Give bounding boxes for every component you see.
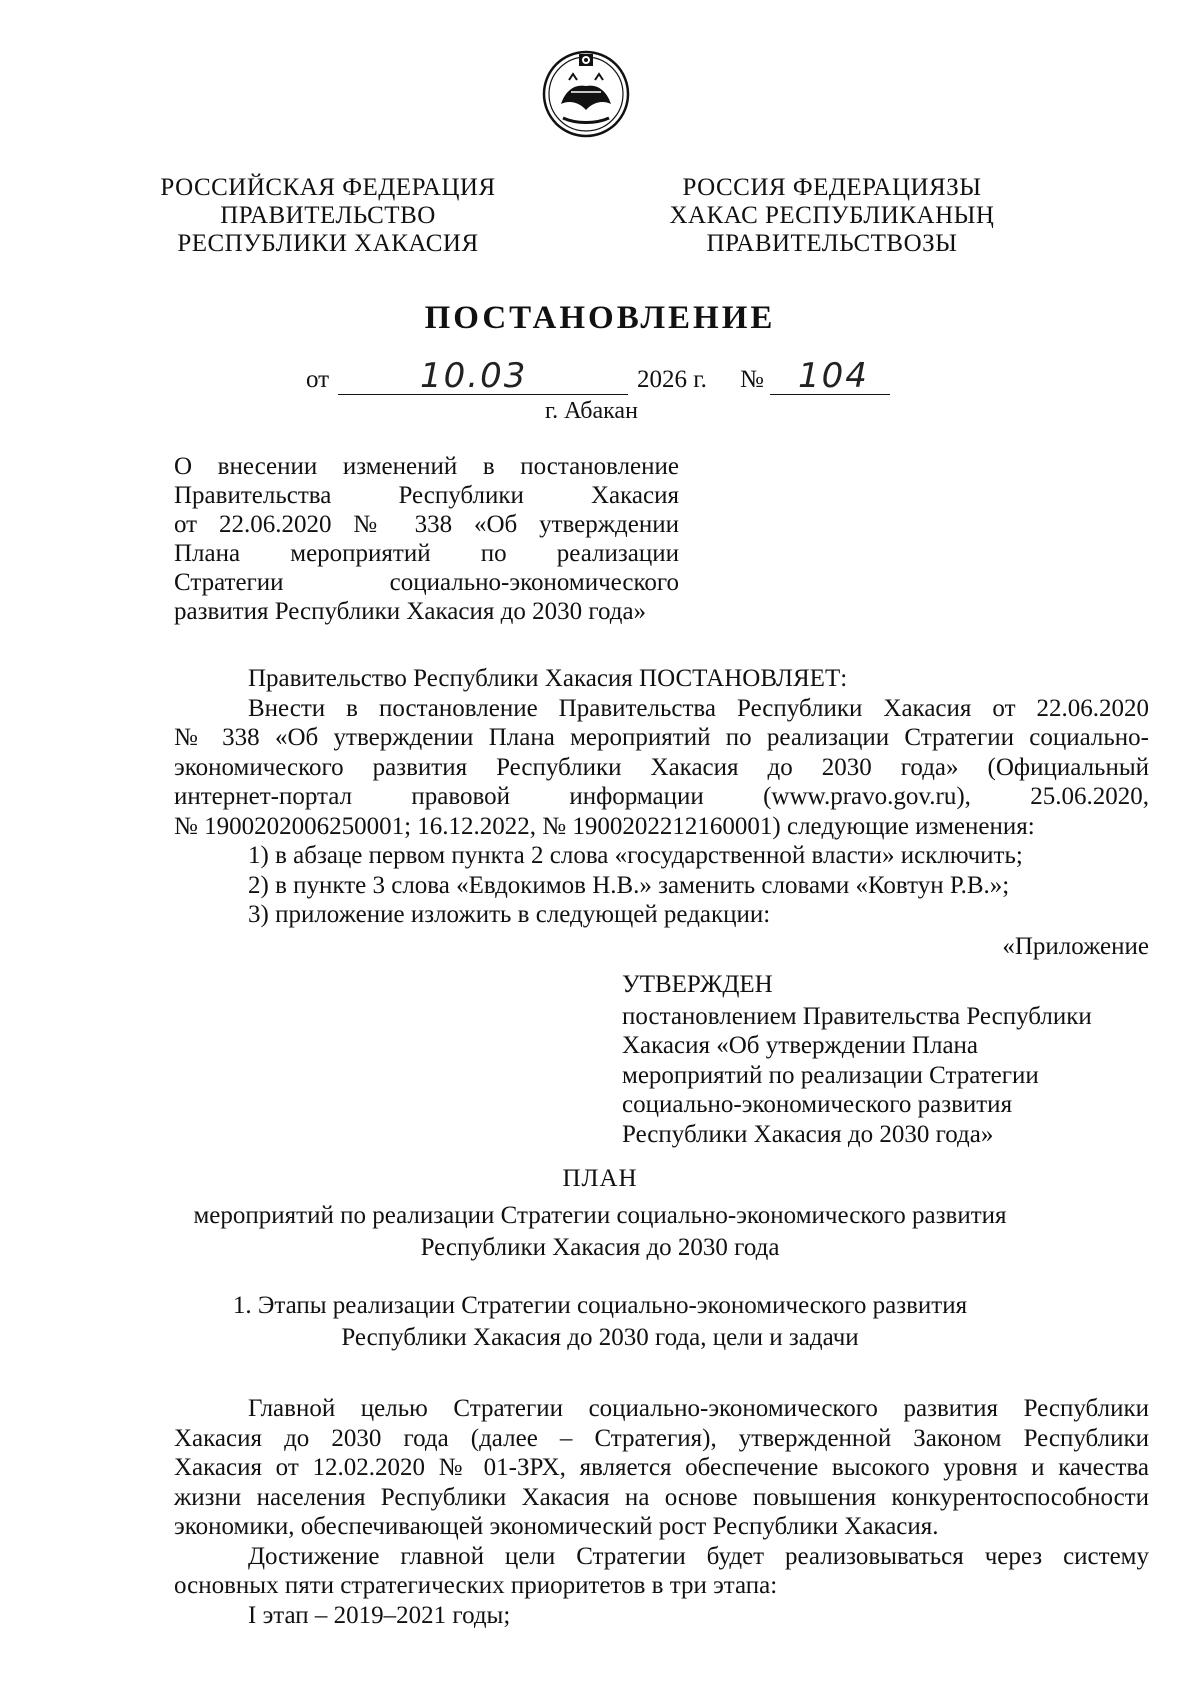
para-line: экономики, обеспечивающей экономический рост Республики Хакасия.: [174, 1513, 939, 1540]
approved-line: мероприятий по реализации Стратегии: [622, 1061, 1039, 1089]
number-sign: №: [740, 366, 764, 393]
subject-block: [174, 452, 679, 626]
para-line: жизни населения Республики Хакасия на основе повышения конкурентоспособности: [174, 1483, 1149, 1511]
para-line: основных пяти стратегических приоритетов в три этапа:: [174, 1572, 778, 1599]
year-label: 2026 г.: [637, 366, 707, 393]
subject-line: Плана мероприятий по реализации: [174, 540, 679, 567]
subject-line: О внесении изменений в постановление: [174, 453, 679, 480]
subject-line: развития Республики Хакасия до 2030 года»: [174, 598, 647, 625]
section-heading-line: Республики Хакасия до 2030 года, цели и задачи: [341, 1324, 859, 1351]
goal-paragraph: [174, 1394, 1149, 1630]
item-line: 3) приложение изложить в следующей редакции:: [248, 901, 771, 928]
para-line: Внести в постановление Правительства Республики Хакасия от 22.06.2020: [248, 694, 1149, 722]
approved-line: Хакасия «Об утверждении Плана: [622, 1032, 979, 1059]
decree-line: Правительство Республики Хакасия ПОСТАНОВЛЯЕТ:: [248, 665, 848, 692]
subject-line: Стратегии социально-экономического: [174, 569, 679, 596]
approved-line: постановлением Правительства Республики: [622, 1002, 1092, 1030]
header-right-line: РОССИЯ ФЕДЕРАЦИЯЗЫ: [682, 174, 982, 201]
plan-title: ПЛАН: [562, 1165, 638, 1192]
document-title: ПОСТАНОВЛЕНИЕ: [424, 300, 776, 336]
approved-line: Республики Хакасия до 2030 года»: [622, 1120, 994, 1148]
para-line: экономического развития Республики Хакасия до 2030 года» (Официальный: [174, 753, 1149, 781]
approved-block: [622, 970, 1142, 1149]
section-heading: [0, 1290, 1200, 1354]
header-left: [148, 174, 508, 258]
plan-subtitle: [0, 1200, 1200, 1264]
stage-line: I этап – 2019–2021 годы;: [248, 1601, 511, 1629]
number-handwritten: 104: [798, 356, 869, 396]
header-left-line: ПРАВИТЕЛЬСТВО: [220, 202, 436, 229]
subject-line: от 22.06.2020 № 338 «Об утверждении: [174, 511, 679, 538]
para-line: Хакасия до 2030 года (далее – Стратегия), утвержденной Законом Республики: [174, 1424, 1149, 1452]
date-prefix: от: [306, 366, 330, 393]
para-line: Главной целью Стратегии социально-экономического развития Республики: [248, 1395, 1149, 1422]
date-handwritten: 10.03: [420, 356, 528, 396]
item-line: 2) в пункте 3 слова «Евдокимов Н.В.» заменить словами «Ковтун Р.В.»;: [248, 871, 1010, 899]
para-line: Хакасия от 12.02.2020 № 01-ЗРХ, является обеспечение высокого уровня и качества: [174, 1454, 1149, 1481]
header-left-line: РЕСПУБЛИКИ ХАКАСИЯ: [177, 230, 479, 257]
plan-subtitle-line: Республики Хакасия до 2030 года: [420, 1234, 780, 1261]
header-right: [652, 174, 1012, 258]
section-heading-line: 1. Этапы реализации Стратегии социально-экономического развития: [232, 1292, 968, 1319]
city: г. Абакан: [545, 398, 638, 424]
para-line: Достижение главной цели Стратегии будет реализовываться через систему: [248, 1542, 1149, 1570]
header-right-line: ХАКАС РЕСПУБЛИКАНЫҢ: [669, 202, 995, 229]
para-line: № 1900202006250001; 16.12.2022, № 1900202212160001) следующие изменения:: [174, 812, 1035, 840]
header-left-line: РОССИЙСКАЯ ФЕДЕРАЦИЯ: [160, 174, 496, 201]
para-line: интернет-портал правовой информации (www.pravo.gov.ru), 25.06.2020,: [174, 783, 1149, 810]
subject-line: Правительства Республики Хакасия: [174, 482, 679, 509]
date-number-line: [0, 356, 1200, 396]
para-line: № 338 «Об утверждении Плана мероприятий по реализации Стратегии социально-: [174, 724, 1149, 751]
khakassia-coat-of-arms-icon: [541, 44, 631, 140]
appendix-label: «Приложение: [1002, 933, 1149, 960]
header-right-line: ПРАВИТЕЛЬСТВОЗЫ: [706, 230, 958, 257]
approved-line: социально-экономического развития: [622, 1091, 1013, 1118]
item-line: 1) в абзаце первом пункта 2 слова «государственной власти» исключить;: [248, 842, 1023, 869]
approved-heading: УТВЕРЖДЕН: [622, 971, 773, 998]
body-block: [174, 664, 1149, 930]
plan-subtitle-line: мероприятий по реализации Стратегии социально-экономического развития: [193, 1202, 1007, 1229]
